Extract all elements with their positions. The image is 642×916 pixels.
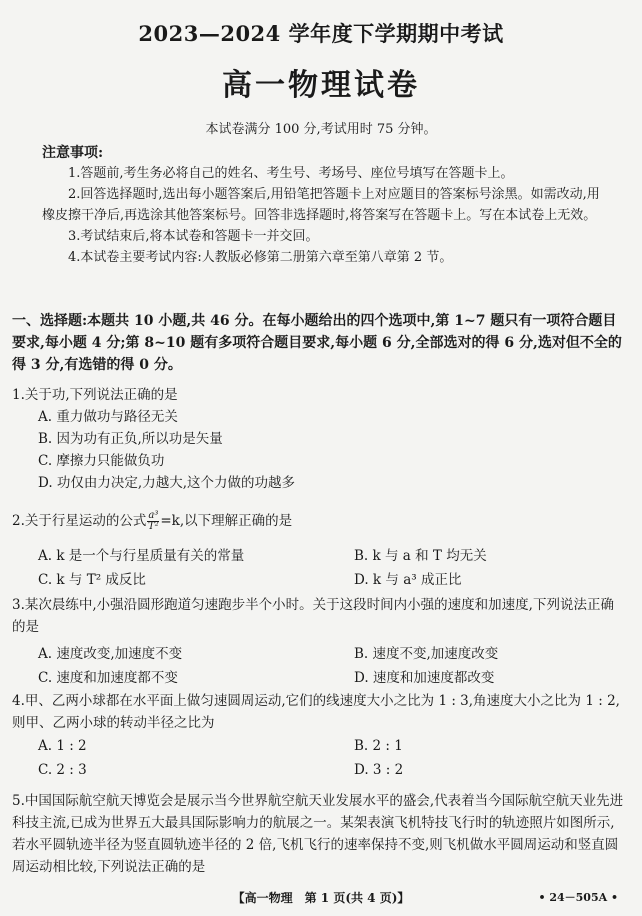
question-2-option-a: A. k 是一个与行星质量有关的常量 bbox=[38, 548, 245, 564]
question-1-option-b: B. 因为功有正负,所以功是矢量 bbox=[38, 431, 223, 447]
question-2-option-c: C. k 与 T² 成反比 bbox=[38, 572, 146, 588]
exam-title-line1: 2023—2024 学年度下学期期中考试 bbox=[138, 21, 504, 46]
notice-item-2: 2.回答选择题时,选出每小题答案后,用铅笔把答题卡上对应题目的答案标号涂黑。如需改动,用橡皮擦干净后,再选涂其他答案标号。回答非选择题时,将答案写在答题卡上。写在本试卷上无效。 bbox=[42, 187, 600, 223]
question-4-option-a: A. 1 : 2 bbox=[38, 738, 87, 754]
question-3 bbox=[12, 594, 624, 638]
section-1-text: 一、选择题:本题共 10 小题,共 46 分。在每小题给出的四个选项中,第 1~7 题只有一项符合题目要求,每小题 4 分;第 8~10 题有多项符合题目要求,每小题 6 分,全部选对的得 6 分,选对但不全的得 3 分,有选错的得 0 分。 bbox=[12, 313, 622, 373]
question-4-option-d: D. 3 : 2 bbox=[354, 762, 404, 778]
question-3-option-c: C. 速度和加速度都不变 bbox=[38, 670, 178, 686]
question-4-stem: 4.甲、乙两小球都在水平面上做匀速圆周运动,它们的线速度大小之比为 1 : 3,角速度大小之比为 1 : 2,则甲、乙两小球的转动半径之比为 bbox=[12, 693, 620, 731]
question-3-option-b: B. 速度不变,加速度改变 bbox=[354, 646, 499, 662]
question-4 bbox=[12, 690, 624, 734]
notice-item-4: 4.本试卷主要考试内容:人教版必修第二册第六章至第八章第 2 节。 bbox=[68, 250, 453, 265]
question-1-option-d: D. 功仅由力决定,力越大,这个力做的功越多 bbox=[38, 475, 296, 491]
question-1-option-c: C. 摩擦力只能做负功 bbox=[38, 453, 165, 469]
exam-code: • 24－505A • bbox=[538, 891, 618, 904]
question-4-option-b: B. 2 : 1 bbox=[354, 738, 403, 754]
question-3-option-d: D. 速度和加速度都改变 bbox=[354, 670, 495, 686]
question-2-stem bbox=[12, 510, 624, 532]
notice-item-3: 3.考试结束后,将本试卷和答题卡一并交回。 bbox=[68, 229, 319, 244]
exam-title-line2: 高一物理试卷 bbox=[222, 68, 420, 103]
question-2-stem-after: =k,以下理解正确的是 bbox=[160, 513, 293, 529]
page-footer: 【高一物理 第 1 页(共 4 页)】 bbox=[232, 891, 410, 905]
section-1-instructions bbox=[12, 310, 624, 376]
question-2 bbox=[12, 510, 624, 532]
question-4-option-c: C. 2 : 3 bbox=[38, 762, 87, 778]
formula-numerator: a³ bbox=[148, 510, 159, 521]
question-2-formula bbox=[147, 511, 159, 532]
question-1 bbox=[12, 384, 624, 494]
notice-list bbox=[42, 163, 602, 268]
question-1-option-a: A. 重力做功与路径无关 bbox=[38, 409, 178, 425]
question-3-option-a: A. 速度改变,加速度不变 bbox=[38, 646, 183, 662]
score-info: 本试卷满分 100 分,考试用时 75 分钟。 bbox=[205, 122, 437, 137]
question-2-stem-before: 2.关于行星运动的公式 bbox=[12, 513, 147, 529]
notice-item-1: 1.答题前,考生务必将自己的姓名、考生号、考场号、座位号填写在答题卡上。 bbox=[68, 166, 514, 181]
question-3-stem: 3.某次晨练中,小强沿圆形跑道匀速跑步半个小时。关于这段时间内小强的速度和加速度,下列说法正确的是 bbox=[12, 597, 614, 635]
formula-denominator: T² bbox=[148, 521, 159, 532]
question-1-stem: 1.关于功,下列说法正确的是 bbox=[12, 387, 178, 403]
question-5-stem: 5.中国国际航空航天博览会是展示当今世界航空航天业发展水平的盛会,代表着当今国际航空航天业先进科技主流,已成为世界五大最具国际影响力的航展之一。某架表演飞机特技飞行时的轨迹照片如图所示,若水平圆轨迹半径为竖直圆轨迹半径的 2 倍,飞机飞行的速率保持不变,则飞机做水平圆周运动和竖直圆周运动相比较,下列说法正确的是 bbox=[12, 793, 624, 875]
notice-heading: 注意事项: bbox=[42, 145, 104, 161]
question-2-option-d: D. k 与 a³ 成正比 bbox=[354, 572, 462, 588]
question-2-option-b: B. k 与 a 和 T 均无关 bbox=[354, 548, 487, 564]
question-5 bbox=[12, 790, 624, 878]
